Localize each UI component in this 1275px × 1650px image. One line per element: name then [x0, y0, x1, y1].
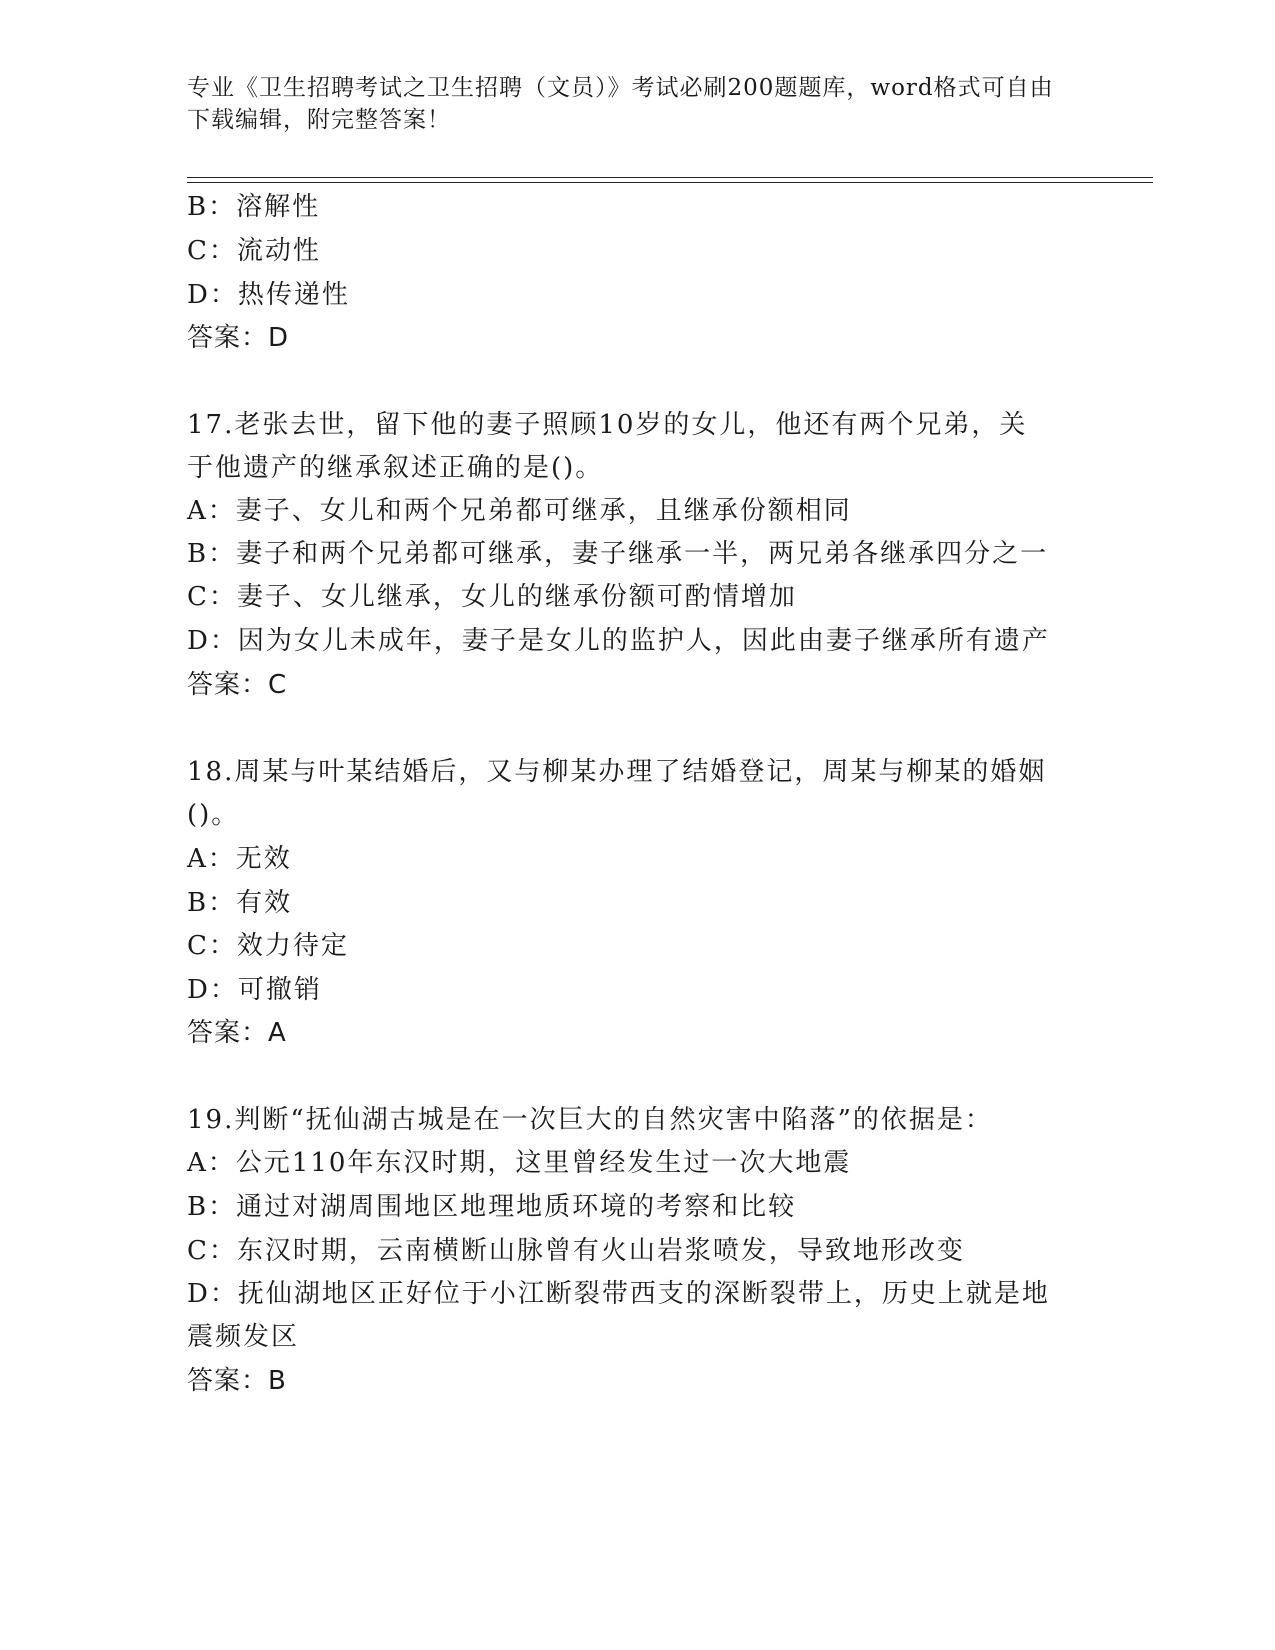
q16-option-c: C：流动性: [187, 236, 321, 266]
q17-stem-line1: 17.老张去世，留下他的妻子照顾10岁的女儿，他还有两个兄弟，关: [187, 410, 1028, 440]
page-header: 专业《卫生招聘考试之卫生招聘（文员）》考试必刷200题题库，word格式可自由下载编辑，附完整答案！: [187, 75, 1054, 133]
q18-stem-line1: 18.周某与叶某结婚后，又与柳某办理了结婚登记，周某与柳某的婚姻: [187, 757, 1047, 787]
q17-option-a: A：妻子、女儿和两个兄弟都可继承，且继承份额相同: [187, 496, 852, 526]
q19-option-b: B：通过对湖周围地区地理地质环境的考察和比较: [187, 1192, 797, 1222]
q18-option-c: C：效力待定: [187, 931, 349, 961]
q17-option-c: C：妻子、女儿继承，女儿的继承份额可酌情增加: [187, 582, 797, 612]
q19-option-d-line2: 震频发区: [187, 1322, 300, 1352]
q18-option-a: A：无效: [187, 844, 292, 874]
q18-option-b: B：有效: [187, 888, 293, 918]
q19-option-c: C：东汉时期，云南横断山脉曾有火山岩浆喷发，导致地形改变: [187, 1236, 965, 1266]
q17-option-b: B：妻子和两个兄弟都可继承，妻子继承一半，两兄弟各继承四分之一: [187, 539, 1049, 569]
q18-stem-line2: ()。: [187, 800, 240, 830]
q17-answer: 答案：C: [187, 670, 288, 700]
q17-stem-line2: 于他遗产的继承叙述正确的是()。: [187, 453, 604, 483]
q19-option-a: A：公元110年东汉时期，这里曾经发生过一次大地震: [187, 1148, 852, 1178]
q17-option-d: D：因为女儿未成年，妻子是女儿的监护人，因此由妻子继承所有遗产: [187, 626, 1050, 656]
q18-answer: 答案：A: [187, 1018, 287, 1048]
q16-option-d: D：热传递性: [187, 280, 350, 310]
q19-stem-line1: 19.判断“抚仙湖古城是在一次巨大的自然灾害中陷落”的依据是：: [187, 1105, 993, 1135]
header-divider-bottom: [187, 182, 1153, 183]
q16-answer: 答案：D: [187, 323, 290, 353]
q18-option-d: D：可撤销: [187, 975, 322, 1005]
header-divider-top: [187, 177, 1153, 178]
q16-option-b: B：溶解性: [187, 192, 321, 222]
q19-option-d-line1: D：抚仙湖地区正好位于小江断裂带西支的深断裂带上，历史上就是地: [187, 1279, 1050, 1309]
q19-answer: 答案：B: [187, 1366, 287, 1396]
